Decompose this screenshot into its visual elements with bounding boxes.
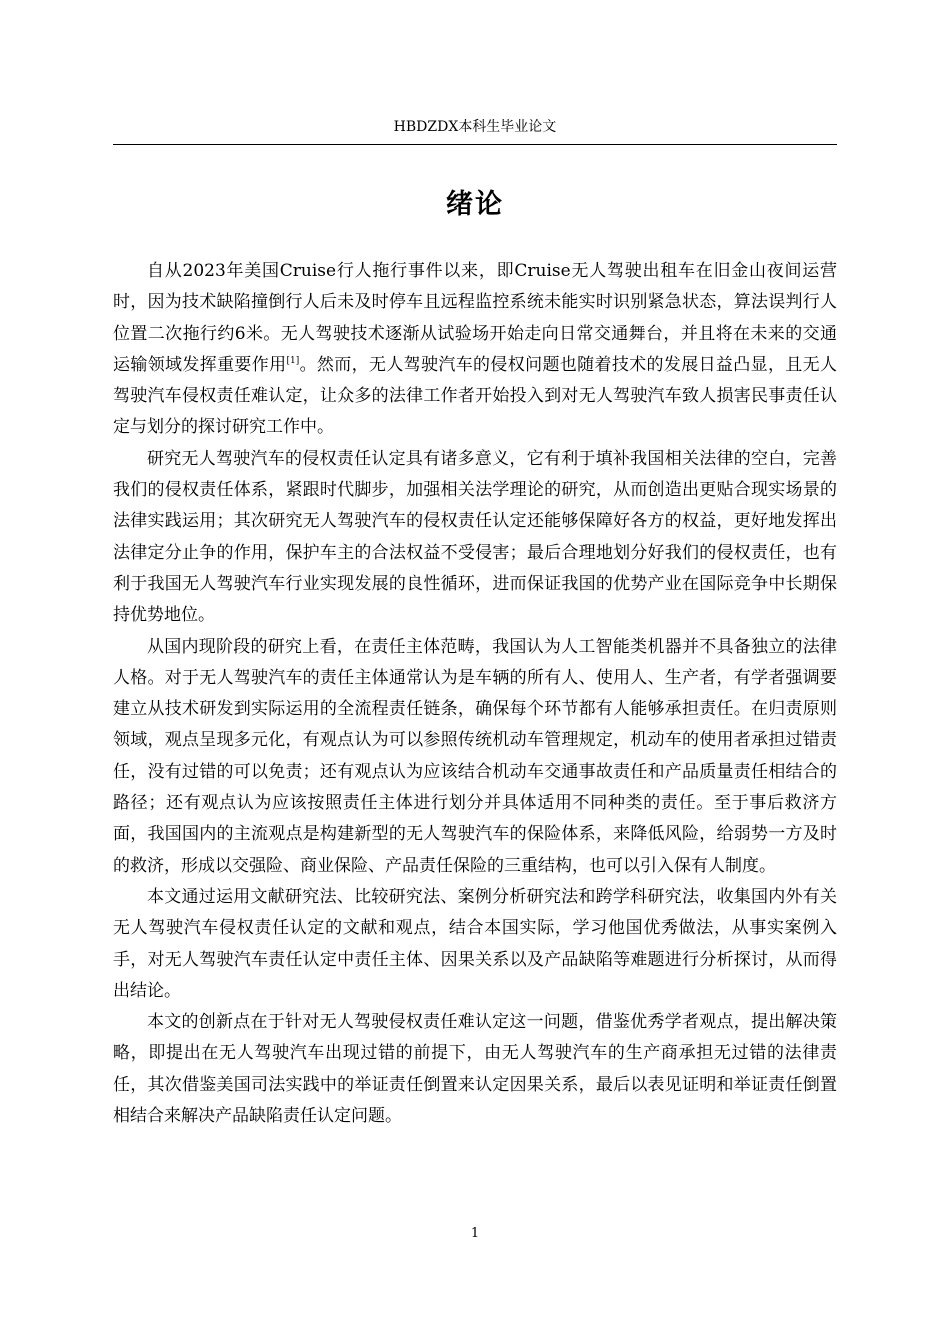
paragraph-1-text-before-citation: 自从2023年美国Cruise行人拖行事件以来，即Cruise无人驾驶出租车在旧金山夜间运营时，因为技术缺陷撞倒行人后未及时停车且远程监控系统未能实时识别紧急状态，算法误判行人位置二次拖行约6米。无人驾驶技术逐渐从试验场开始走向日常交通舞台，并且将在未来的交通运输领域发挥重要作用 [113, 261, 837, 375]
paragraph-3: 从国内现阶段的研究上看，在责任主体范畴，我国认为人工智能类机器并不具备独立的法律人格。对于无人驾驶汽车的责任主体通常认为是车辆的所有人、使用人、生产者，有学者强调要建立从技术研发到实际运用的全流程责任链条，确保每个环节都有人能够承担责任。在归责原则领域，观点呈现多元化，有观点认为可以参照传统机动车管理规定，机动车的使用者承担过错责任，没有过错的可以免责；还有观点认为应该结合机动车交通事故责任和产品质量责任相结合的路径；还有观点认为应该按照责任主体进行划分并具体适用不同种类的责任。至于事后救济方面，我国国内的主流观点是构建新型的无人驾驶汽车的保险体系，来降低风险，给弱势一方及时的救济，形成以交强险、商业保险、产品责任保险的三重结构，也可以引入保有人制度。 [113, 636, 837, 876]
page-number: 1 [470, 1226, 480, 1241]
citation-marker: [1] [286, 355, 300, 366]
header-divider [113, 144, 837, 145]
paragraph-1-text-after-citation: 。然而，无人驾驶汽车的侵权问题也随着技术的发展日益凸显，且无人驾驶汽车侵权责任难认定，让众多的法律工作者开始投入到对无人驾驶汽车致人损害民事责任认定与划分的探讨研究工作中。 [113, 354, 838, 438]
paragraph-4: 本文通过运用文献研究法、比较研究法、案例分析研究法和跨学科研究法，收集国内外有关无人驾驶汽车侵权责任认定的文献和观点，结合本国实际，学习他国优秀做法，从事实案例入手，对无人驾驶汽车责任认定中责任主体、因果关系以及产品缺陷等难题进行分析探讨，从而得出结论。 [113, 886, 837, 1001]
running-header: HBDZDX本科生毕业论文 [393, 119, 557, 135]
paragraph-5: 本文的创新点在于针对无人驾驶侵权责任难认定这一问题，借鉴优秀学者观点，提出解决策略，即提出在无人驾驶汽车出现过错的前提下，由无人驾驶汽车的生产商承担无过错的法律责任，其次借鉴美国司法实践中的举证责任倒置来认定因果关系，最后以表见证明和举证责任倒置相结合来解决产品缺陷责任认定问题。 [113, 1012, 837, 1127]
body-text [113, 256, 837, 1132]
paragraph-2: 研究无人驾驶汽车的侵权责任认定具有诸多意义，它有利于填补我国相关法律的空白，完善我们的侵权责任体系，紧跟时代脚步，加强相关法学理论的研究，从而创造出更贴合现实场景的法律实践运用；其次研究无人驾驶汽车的侵权责任认定还能够保障好各方的权益，更好地发挥出法律定分止争的作用，保护车主的合法权益不受侵害；最后合理地划分好我们的侵权责任，也有利于我国无人驾驶汽车行业实现发展的良性循环，进而保证我国的优势产业在国际竞争中长期保持优势地位。 [113, 448, 837, 626]
paragraph-1 [113, 256, 837, 444]
chapter-title: 绪论 [446, 189, 504, 220]
